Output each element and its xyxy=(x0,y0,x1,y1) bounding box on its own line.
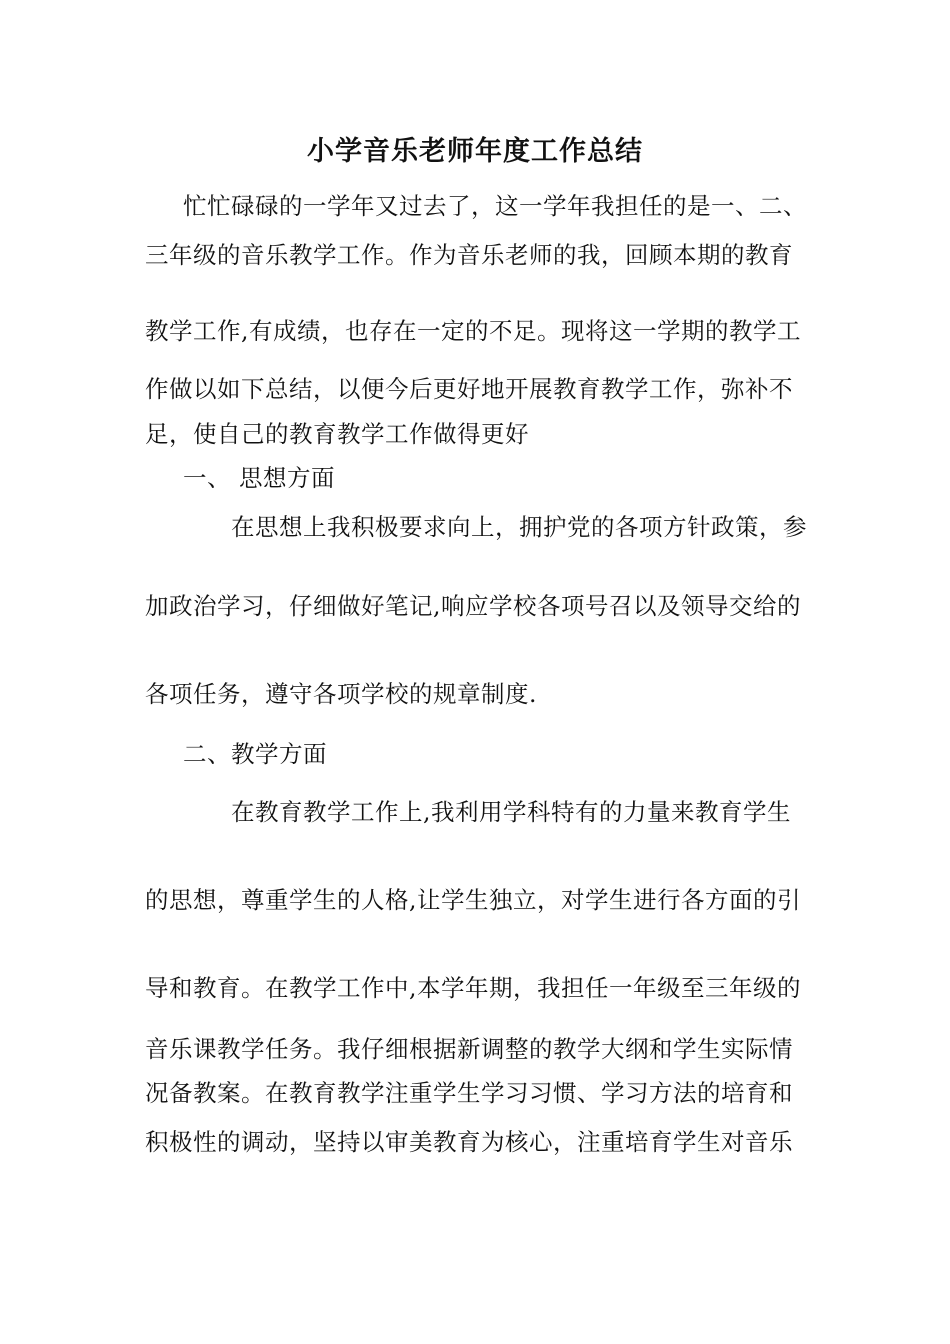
paragraph-line: 导和教育。在教学工作中,本学年期，我担任一年级至三年级的 xyxy=(145,974,801,1002)
paragraph-line: 况备教案。在教育教学注重学生学习习惯、学习方法的培育和 xyxy=(145,1079,793,1107)
paragraph-line: 忙忙碌碌的一学年又过去了，这一学年我担任的是一、二、 xyxy=(183,192,807,220)
paragraph-line: 教学工作,有成绩，也存在一定的不足。现将这一学期的教学工 xyxy=(145,317,801,345)
paragraph-line: 积极性的调动，坚持以审美教育为核心，注重培育学生对音乐 xyxy=(145,1128,793,1156)
paragraph-line: 各项任务，遵守各项学校的规章制度. xyxy=(145,680,537,708)
paragraph-line: 在教育教学工作上,我利用学科特有的力量来教育学生 xyxy=(231,798,791,826)
section-heading: 一、 思想方面 xyxy=(183,464,335,492)
paragraph-line: 的思想，尊重学生的人格,让学生独立，对学生进行各方面的引 xyxy=(145,886,801,914)
section-heading: 二、教学方面 xyxy=(183,740,327,768)
paragraph-line: 加政治学习，仔细做好笔记,响应学校各项号召以及领导交给的 xyxy=(145,592,801,620)
paragraph-line: 足，使自己的教育教学工作做得更好 xyxy=(145,420,529,448)
document-title: 小学音乐老师年度工作总结 xyxy=(307,136,643,167)
paragraph-line: 作做以如下总结，以便今后更好地开展教育教学工作，弥补不 xyxy=(145,375,793,403)
paragraph-line: 在思想上我积极要求向上，拥护党的各项方针政策，参 xyxy=(231,513,807,541)
paragraph-line: 三年级的音乐教学工作。作为音乐老师的我，回顾本期的教育 xyxy=(145,241,793,269)
paragraph-line: 音乐课教学任务。我仔细根据新调整的教学大纲和学生实际情 xyxy=(145,1035,793,1063)
